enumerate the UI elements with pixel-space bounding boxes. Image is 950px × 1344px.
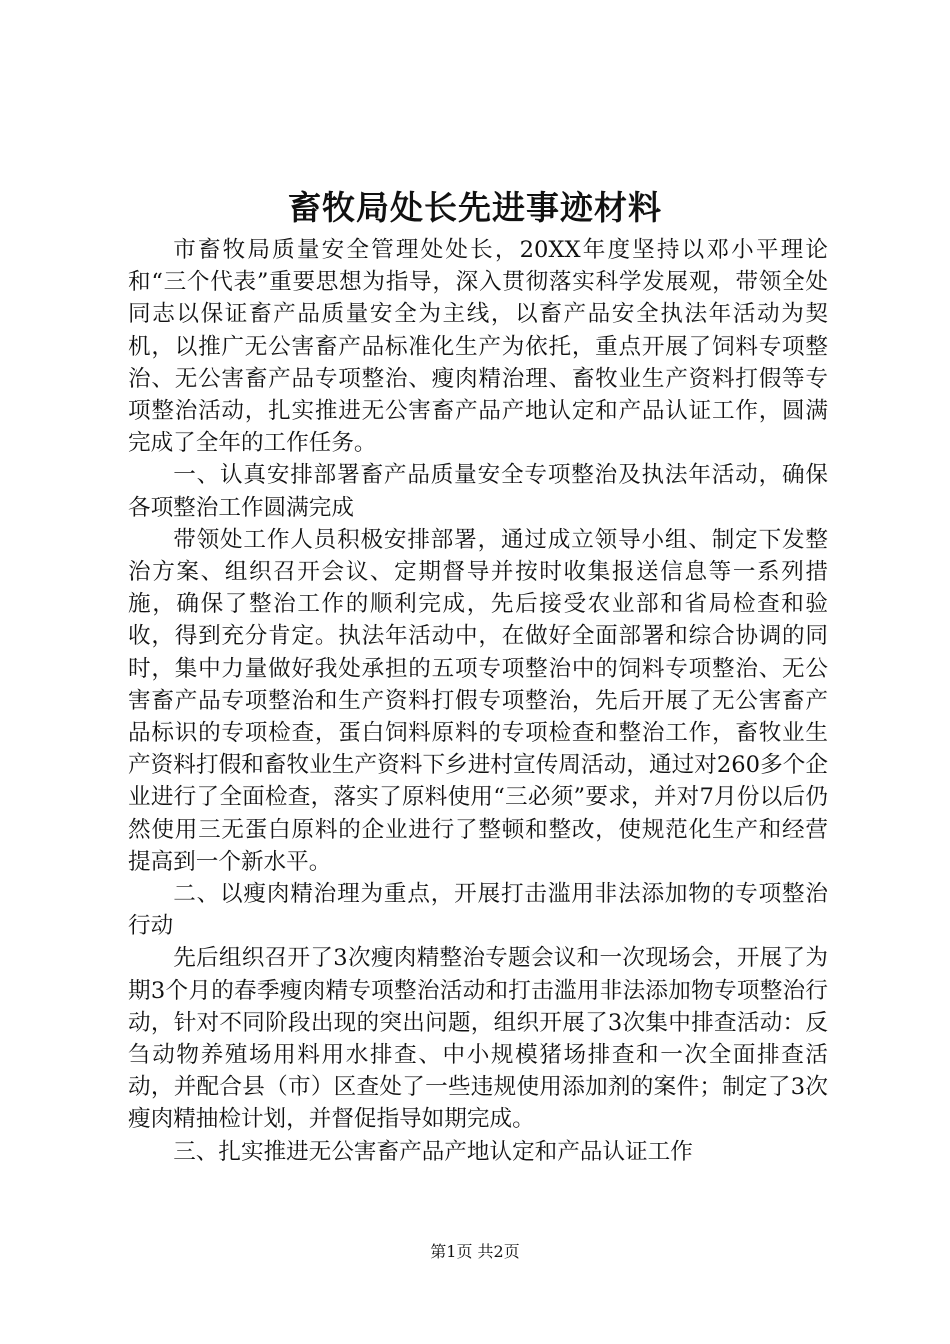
paragraph-section-1: 带领处工作人员积极安排部署，通过成立领导小组、制定下发整治方案、组织召开会议、定期督导并按时收集报送信息等一系列措施，确保了整治工作的顺利完成，先后接受农业部和省局检查和验收，得到充分肯定。执法年活动中，在做好全面部署和综合协调的同时，集中力量做好我处承担的五项专项整治中的饲料专项整治、无公害畜产品专项整治和生产资料打假专项整治，先后开展了无公害畜产品标识的专项检查，蛋白饲料原料的专项检查和整治工作，畜牧业生产资料打假和畜牧业生产资料下乡进村宣传周活动，通过对260多个企业进行了全面检查，落实了原料使用“三必须”要求，并对7月份以后仍然使用三无蛋白原料的企业进行了整顿和整改，使规范化生产和经营提高到一个新水平。: [128, 526, 828, 875]
section-heading-2: 二、以瘦肉精治理为重点，开展打击滥用非法添加物的专项整治行动: [128, 881, 828, 940]
paragraph-intro: 市畜牧局质量安全管理处处长，20XX年度坚持以邓小平理论和“三个代表”重要思想为指导，深入贯彻落实科学发展观，带领全处同志以保证畜产品质量安全为主线，以畜产品安全执法年活动为契机，以推广无公害畜产品标准化生产为依托，重点开展了饲料专项整治、无公害畜产品专项整治、瘦肉精治理、畜牧业生产资料打假等专项整治活动，扎实推进无公害畜产品产地认定和产品认证工作，圆满完成了全年的工作任务。: [128, 237, 828, 457]
section-heading-1: 一、认真安排部署畜产品质量安全专项整治及执法年活动，确保各项整治工作圆满完成: [128, 462, 828, 521]
section-heading-3: 三、扎实推进无公害畜产品产地认定和产品认证工作: [173, 1138, 693, 1165]
document-body: [128, 234, 828, 1168]
paragraph-section-2: 先后组织召开了3次瘦肉精整治专题会议和一次现场会，开展了为期3个月的春季瘦肉精专项整治活动和打击滥用非法添加物专项整治行动，针对不同阶段出现的突出问题，组织开展了3次集中排查活动：反刍动物养殖场用料用水排查、中小规模猪场排查和一次全面排查活动，并配合县（市）区查处了一些违规使用添加剂的案件；制定了3次瘦肉精抽检计划，并督促指导如期完成。: [128, 945, 828, 1133]
document-title: 畜牧局处长先进事迹材料: [288, 188, 662, 227]
page-number-footer: 第1页 共2页: [430, 1242, 520, 1261]
